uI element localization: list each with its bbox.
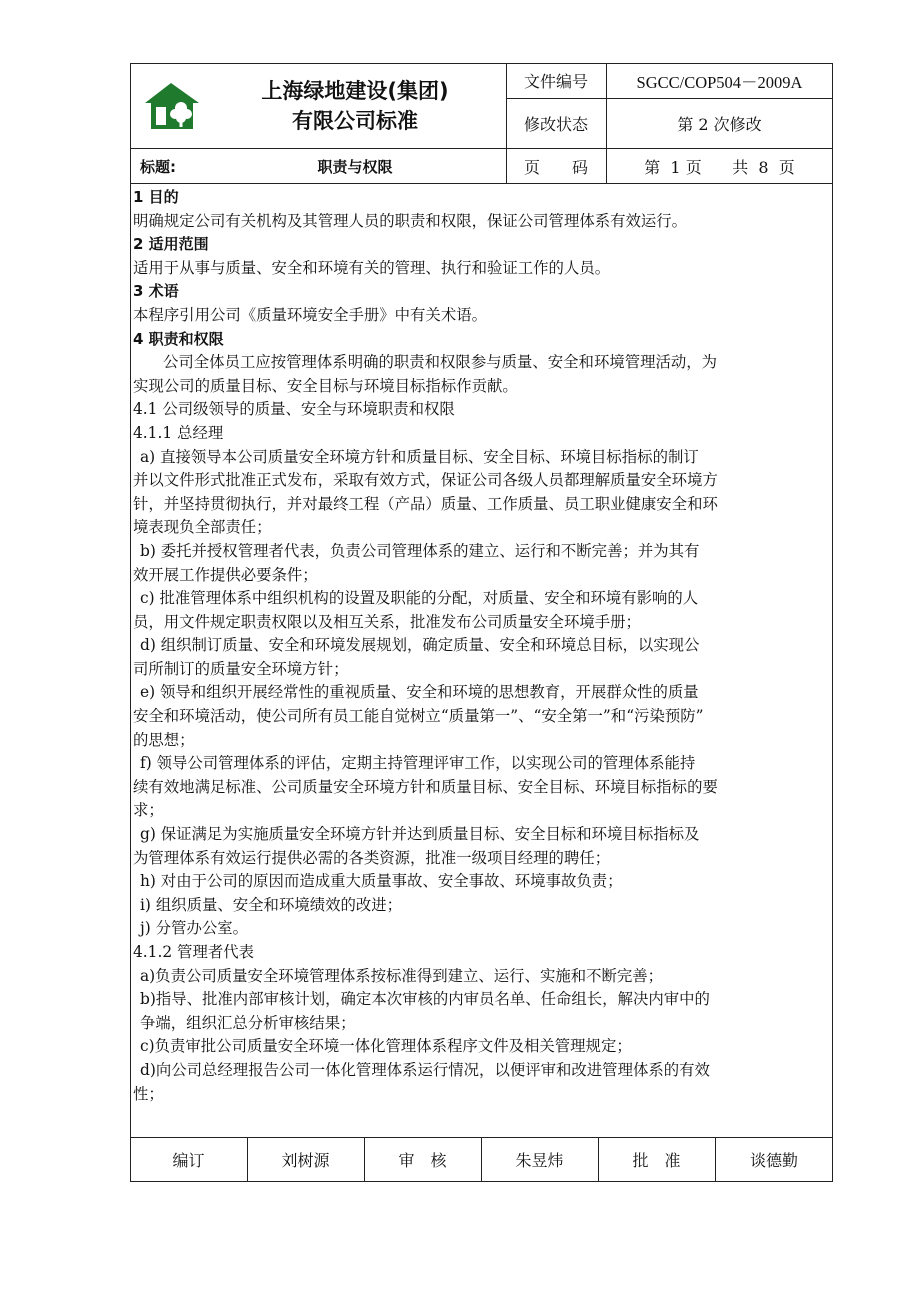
body-line: f) 领导公司管理体系的评估，定期主持管理评审工作，以实现公司的管理体系能持 [140, 754, 696, 773]
company-logo-icon [143, 81, 203, 131]
body-line: 4.1.2 管理者代表 [133, 943, 255, 961]
revision-value: 第 2 次修改 [677, 114, 762, 134]
company-name-line1: 上海绿地建设(集团) [261, 79, 449, 103]
body-line: c)负责审批公司质量安全环境一体化管理体系程序文件及相关管理规定； [140, 1037, 632, 1056]
section-heading: 4 职责和权限 [133, 329, 224, 348]
body-line: 境表现负全部责任； [133, 518, 272, 537]
company-name-line2: 有限公司标准 [292, 109, 418, 133]
revision-label: 修改状态 [523, 114, 588, 134]
review-name: 朱昱炜 [515, 1151, 564, 1170]
body-line: 员，用文件规定职责权限以及相互关系，批准发布公司质量安全环境手册； [133, 612, 641, 631]
body-line: i) 组织质量、安全和环境绩效的改进； [140, 895, 403, 914]
section-heading: 1 目的 [133, 188, 179, 206]
body-line: 公司全体员工应按管理体系明确的职责和权限参与质量、安全和环境管理活动，为 [163, 353, 718, 372]
body-line: b) 委托并授权管理者代表，负责公司管理体系的建立、运行和不断完善；并为其有 [140, 541, 700, 560]
body-line: 针，并坚持贯彻执行，并对最终工程（产品）质量、工作质量、员工职业健康安全和环 [133, 494, 718, 513]
body-line: 争端，组织汇总分析审核结果； [140, 1013, 356, 1032]
body-line: 续有效地满足标准、公司质量安全环境方针和质量目标、安全目标、环境目标指标的要 [133, 777, 718, 796]
body-line: c) 批准管理体系中组织机构的设置及职能的分配，对质量、安全和环境有影响的人 [140, 589, 699, 608]
body-line: 的思想； [133, 730, 195, 749]
body-line: b)指导、批准内部审核计划，确定本次审核的内审员名单、任命组长，解决内审中的 [140, 990, 710, 1009]
doc-number-label: 文件编号 [523, 72, 588, 91]
body-line: 司所制订的质量安全环境方针； [133, 659, 349, 678]
compile-name: 刘树源 [281, 1151, 330, 1170]
title-label: 标题: [140, 157, 176, 176]
body-line: g) 保证满足为实施质量安全环境方针并达到质量目标、安全目标和环境目标指标及 [140, 825, 700, 844]
approve-name: 谈德勤 [749, 1151, 798, 1170]
compile-label: 编订 [172, 1151, 205, 1170]
section-heading: 3 术语 [133, 282, 179, 301]
body-line: 并以文件形式批准正式发布，采取有效方式，保证公司各级人员都理解质量安全环境方 [133, 471, 718, 490]
body-line: 为管理体系有效运行提供必需的各类资源，批准一级项目经理的聘任； [133, 848, 611, 867]
body-line: d)向公司总经理报告公司一体化管理体系运行情况，以便评审和改进管理体系的有效 [140, 1060, 710, 1079]
approve-label: 批 准 [632, 1151, 681, 1170]
body-line: j) 分管办公室。 [140, 919, 249, 938]
body-line: 明确规定公司有关机构及其管理人员的职责和权限，保证公司管理体系有效运行。 [133, 211, 688, 230]
body-line: 4.1 公司级领导的质量、安全与环境职责和权限 [133, 400, 455, 419]
body-line: d) 组织制订质量、安全和环境发展规划，确定质量、安全和环境总目标，以实现公 [140, 636, 700, 655]
body-line: 安全和环境活动，使公司所有员工能自觉树立“质量第一”、“安全第一”和“污染预防” [133, 707, 704, 726]
review-label: 审 核 [398, 1151, 447, 1170]
document-body [133, 186, 830, 1106]
page-label: 页 码 [523, 157, 588, 177]
body-line: e) 领导和组织开展经常性的重视质量、安全和环境的思想教育，开展群众性的质量 [140, 683, 699, 702]
body-line: 性； [133, 1084, 164, 1103]
body-line: a)负责公司质量安全环境管理体系按标准得到建立、运行、实施和不断完善； [140, 966, 664, 985]
section-heading: 2 适用范围 [133, 235, 209, 254]
document-title: 职责与权限 [317, 157, 393, 176]
page-number: 第 1 页 共 8 页 [644, 157, 795, 177]
body-line: 本程序引用公司《质量环境安全手册》中有关术语。 [133, 305, 487, 324]
body-line: 4.1.1 总经理 [133, 423, 224, 442]
doc-number-value: SGCC/COP504－2009A [636, 72, 803, 92]
body-line: 实现公司的质量目标、安全目标与环境目标指标作贡献。 [133, 376, 518, 395]
body-line: 效开展工作提供必要条件； [133, 565, 318, 584]
body-line: a) 直接领导本公司质量安全环境方针和质量目标、安全目标、环境目标指标的制订 [140, 447, 699, 466]
body-line: h) 对由于公司的原因而造成重大质量事故、安全事故、环境事故负责； [140, 872, 623, 891]
header-bottom-border [130, 183, 833, 184]
body-line: 求； [133, 801, 164, 820]
company-name [210, 70, 500, 142]
body-line: 适用于从事与质量、安全和环境有关的管理、执行和验证工作的人员。 [133, 258, 611, 277]
